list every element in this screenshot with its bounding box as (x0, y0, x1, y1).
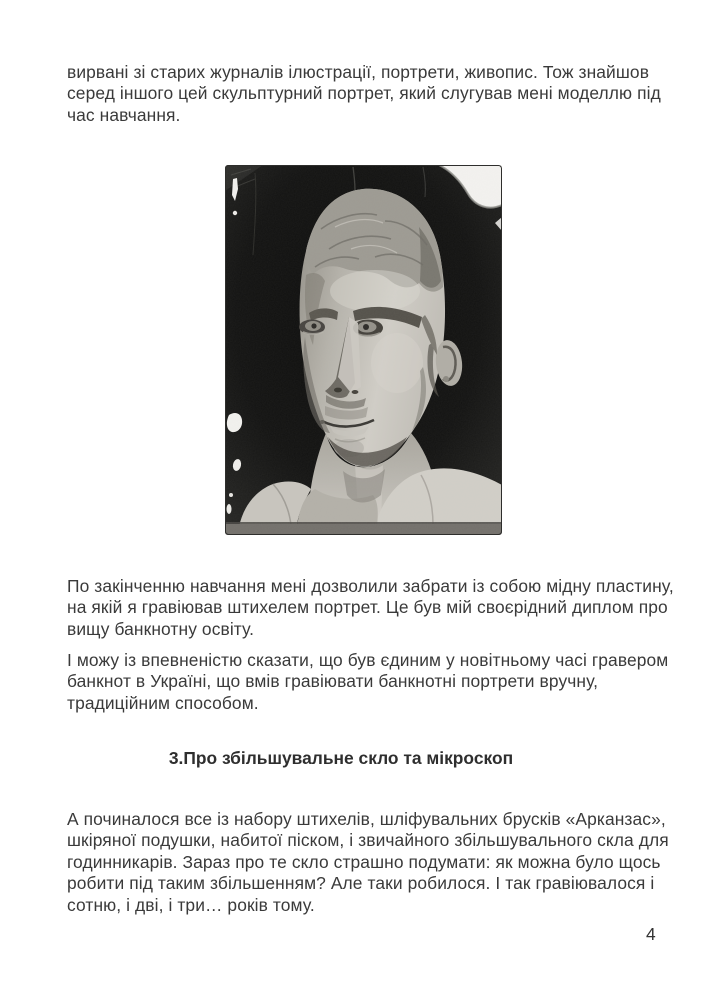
paragraph-opening (67, 62, 667, 126)
paragraph-magnifier (67, 809, 667, 916)
text-line: банкнот в Україні, що вмів гравіювати банкнотні портрети вручну, (67, 671, 599, 692)
text-line: вирвані зі старих журналів ілюстрації, портрети, живопис. Тож знайшов (67, 62, 650, 82)
text-line: вищу банкнотну освіту. (67, 618, 255, 639)
text-line: сотню, і дві, і три… років тому. (67, 894, 315, 915)
page-number: 4 (646, 924, 656, 944)
text-line: годинникарів. Зараз про те скло страшно подумати: як можна було щось (67, 851, 661, 872)
text-line: робити під таким збільшенням? Але таки робилося. І так гравіювалося і (67, 873, 655, 894)
text-line: І можу із впевненістю сказати, що був єдиним у новітньому часі гравером (67, 650, 669, 670)
section-heading: 3.Про збільшувальне скло та мікроскоп (168, 748, 514, 768)
paragraph-engraver (67, 650, 667, 714)
text-line: А починалося все із набору штихелів, шліфувальних брусків «Арканзас», (67, 809, 666, 829)
sculpture-head-illustration (225, 165, 502, 535)
bust-photo (225, 165, 502, 535)
text-line: серед іншого цей скульптурний портрет, який слугував мені моделлю під (67, 83, 661, 104)
text-line: час навчання. (67, 104, 181, 125)
text-line: на якій я гравіював штихелем портрет. Це був мій своєрідний диплом про (67, 597, 668, 618)
text-line: традиційним способом. (67, 692, 259, 713)
paragraph-diploma (67, 576, 674, 640)
text-line: шкіряної подушки, набитої піском, і звичайного збільшувального скла для (67, 830, 669, 851)
text-line: По закінченню навчання мені дозволили забрати із собою мідну пластину, (67, 576, 674, 596)
